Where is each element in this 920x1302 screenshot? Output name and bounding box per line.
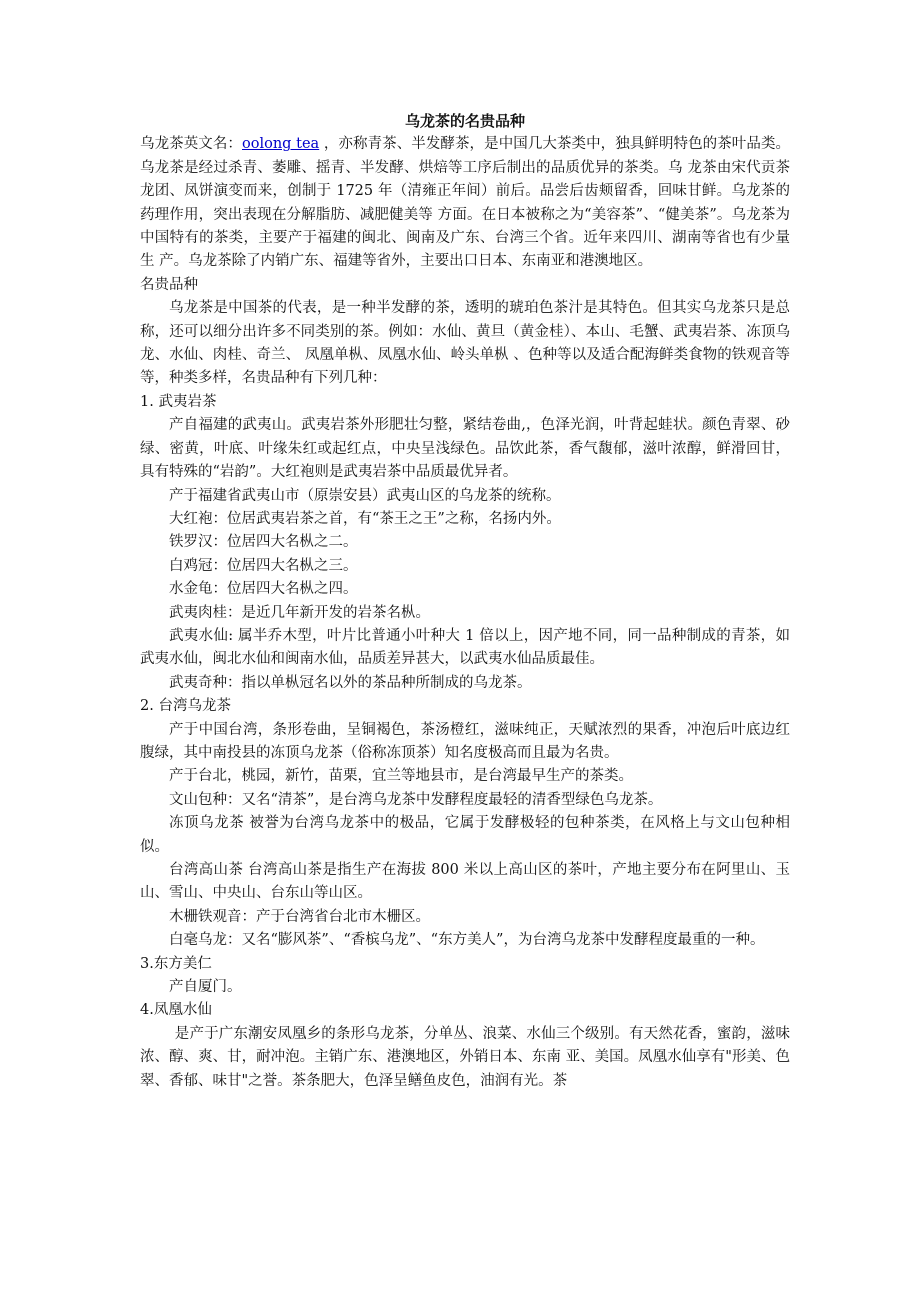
intro-rest: ，亦称青茶、半发酵茶，是中国几大茶类中，独具鲜明特色的茶叶品类。乌龙茶是经过杀青、萎雕、摇青、半发酵、烘焙等工序后制出的品质优异的茶类。乌 龙茶由宋代贡茶龙团、凤饼演变而来，创制于 1725 年（清雍正年间）前后。品尝后齿颊留香，回味甘鲜。乌龙茶的药理作用，突出表现在分解脂肪、减肥健美等 方面。在日本被称之为“美容茶”、“健美茶”。乌龙茶为中国特有的茶类，主要产于福建的闽北、闽南及广东、台湾三个省。近年来四川、湖南等省也有少量生 产。乌龙茶除了内销广东、福建等省外，主要出口日本、东南亚和港澳地区。 xyxy=(140,136,791,270)
section-1-paragraph: 水金龟：位居四大名枞之四。 xyxy=(169,581,358,598)
section-2-paragraph: 白毫乌龙：又名“膨风茶”、“香槟乌龙”、“东方美人”，为台湾乌龙茶中发酵程度最重的一种。 xyxy=(169,932,765,949)
section-1-paragraph: 白鸡冠：位居四大名枞之三。 xyxy=(169,557,358,574)
overview-paragraph: 乌龙茶是中国茶的代表，是一种半发酵的茶，透明的琥珀色茶汁是其特色。但其实乌龙茶只是总称，还可以细分出许多不同类别的茶。例如：水仙、黄旦（黄金桂）、本山、毛蟹、武夷岩茶、冻顶乌龙、水仙、肉桂、奇兰、 凤凰单枞、凤凰水仙、岭头单枞 、色种等以及适合配海鲜类食物的铁观音等等，种类多样，名贵品种有下列几种： xyxy=(140,300,790,387)
section-label: 名贵品种 xyxy=(140,276,198,293)
page-title: 乌龙茶的名贵品种 xyxy=(404,112,525,130)
section-2-paragraph: 文山包种：又名“清茶”，是台湾乌龙茶中发酵程度最轻的清香型绿色乌龙茶。 xyxy=(169,791,663,808)
section-2-paragraph: 冻顶乌龙茶 被誉为台湾乌龙茶中的极品，它属于发酵极轻的包种茶类，在风格上与文山包种相似。 xyxy=(140,815,790,855)
section-1-paragraph: 铁罗汉：位居四大名枞之二。 xyxy=(169,534,358,551)
section-4-paragraph: 是产于广东潮安凤凰乡的条形乌龙茶，分单丛、浪菜、水仙三个级别。有天然花香，蜜韵，滋味浓、醇、爽、甘，耐冲泡。主销广东、港澳地区，外销日本、东南 亚、美国。凤凰水仙享有"形美、色翠、香郁、味甘"之誉。茶条肥大，色泽呈鳝鱼皮色，油润有光。茶 xyxy=(140,1025,790,1089)
section-1-heading: 1. 武夷岩茶 xyxy=(140,393,217,410)
section-3-heading: 3.东方美仁 xyxy=(140,955,212,972)
section-1-paragraph: 武夷水仙: 属半乔木型，叶片比普通小叶种大 1 倍以上，因产地不同，同一品种制成的青茶，如武夷水仙，闽北水仙和闽南水仙，品质差异甚大，以武夷水仙品质最佳。 xyxy=(140,627,790,668)
section-3-paragraph: 产自厦门。 xyxy=(169,979,242,996)
section-1-paragraph: 武夷肉桂：是近几年新开发的岩茶名枞。 xyxy=(169,604,430,621)
section-2-paragraph: 木栅铁观音：产于台湾省台北市木栅区。 xyxy=(169,908,430,925)
intro-paragraph xyxy=(140,133,790,273)
section-1-paragraph: 产自福建的武夷山。武夷岩茶外形肥壮匀整，紧结卷曲,，色泽光润，叶背起蛙状。颜色青翠、砂绿、密黄，叶底、叶缘朱红或起红点，中央呈浅绿色。品饮此茶，香气馥郁，滋叶浓醇，鲜滑回甘，具有特殊的“岩韵”。大红袍则是武夷岩茶中品质最优异者。 xyxy=(140,417,790,481)
section-2-paragraph: 产于中国台湾，条形卷曲，呈铜褐色，茶汤橙红，滋味纯正，天赋浓烈的果香，冲泡后叶底边红腹绿，其中南投县的冻顶乌龙茶（俗称冻顶茶）知名度极高而且最为名贵。 xyxy=(140,721,790,761)
section-2-heading: 2. 台湾乌龙茶 xyxy=(140,698,231,715)
intro-prefix: 乌龙茶英文名： xyxy=(140,136,242,153)
section-1-paragraph: 大红袍：位居武夷岩茶之首，有“茶王之王”之称，名扬内外。 xyxy=(169,510,561,527)
section-2-paragraph: 台湾高山茶 台湾高山茶是指生产在海拔 800 米以上高山区的茶叶，产地主要分布在阿里山、玉山、雪山、中央山、台东山等山区。 xyxy=(140,862,790,902)
section-1-paragraph: 武夷奇种：指以单枞冠名以外的茶品种所制成的乌龙茶。 xyxy=(169,674,532,691)
section-4-heading: 4.凤凰水仙 xyxy=(140,1002,212,1019)
document-page xyxy=(140,110,790,1093)
section-2-paragraph: 产于台北，桃园，新竹，苗栗，宜兰等地县市，是台湾最早生产的茶类。 xyxy=(169,768,633,785)
oolong-tea-link[interactable]: oolong tea xyxy=(242,136,320,153)
section-1-paragraph: 产于福建省武夷山市（原崇安县）武夷山区的乌龙茶的统称。 xyxy=(169,487,561,504)
